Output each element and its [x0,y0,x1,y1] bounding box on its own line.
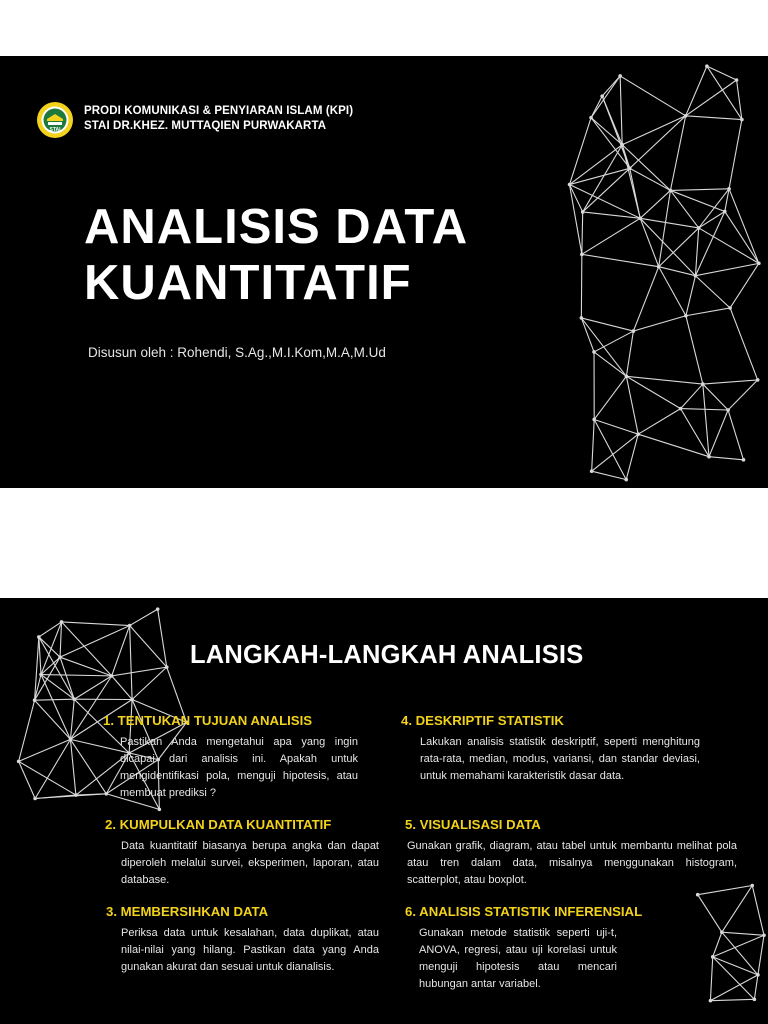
network-edge [581,318,633,331]
network-edge [698,895,722,932]
network-edge [640,190,670,218]
network-edge [728,410,743,460]
network-node [636,432,640,436]
network-edge [703,384,728,410]
network-edge [570,118,592,185]
network-node [39,673,43,677]
network-node [72,697,76,701]
network-edge [730,263,759,308]
title-line-2: KUANTITATIF [84,256,412,310]
network-node [701,382,705,386]
network-edge [35,739,70,798]
network-node [762,933,766,937]
slide-title [84,199,468,311]
network-edge [670,189,729,191]
network-edge [35,700,71,739]
network-edge [713,957,758,975]
network-node [165,665,169,669]
network-edge [112,676,132,700]
network-edge [70,739,75,795]
network-edge [730,308,758,380]
network-edge [622,116,685,145]
network-node [69,738,73,742]
network-node [592,418,596,422]
network-edge [710,957,712,1001]
network-edge [591,76,620,118]
network-node [130,698,134,702]
network-edge [626,331,633,376]
author-line: Disusun oleh : Rohendi, S.Ag.,M.I.Kom,M.A,M.Ud [88,345,386,360]
network-edge [640,218,695,275]
network-edge [681,384,703,409]
step-2-body: Data kuantitatif biasanya berupa angka dan dapat diperoleh melalui survei, eksperimen, laporan, atau database. [121,840,379,886]
network-node [753,998,757,1002]
network-node [618,74,622,78]
network-node [684,114,688,118]
network-node [705,64,709,68]
network-node [638,217,642,221]
network-edge [570,185,582,255]
step-1-body: Pastikan Anda mengetahui apa yang ingin dicapai dari analisis ini. Apakah untuk mengidentifikasi pola, menguji hipotesis, atau membuat prediksi ? [120,736,358,799]
polygon-network-decoration [560,56,768,488]
network-edge [570,185,641,219]
step-6 [405,904,695,993]
network-edge [709,457,743,460]
network-edge [722,932,758,975]
network-edge [626,376,638,434]
network-node [632,329,636,333]
network-edge [591,118,630,169]
network-edge [112,626,130,676]
network-node [694,274,698,278]
institution-line-2: STAI DR.KHEZ. MUTTAQIEN PURWAKARTA [84,120,327,132]
network-node [580,253,584,257]
network-edge [62,622,130,626]
step-2 [105,817,385,889]
network-edge [70,699,74,739]
network-edge [686,316,703,384]
network-node [697,226,701,230]
polygon-network-decoration [690,868,768,1024]
step-5-heading: 5. VISUALISASI DATA [405,817,541,832]
network-edge [62,622,112,676]
network-edge [60,622,61,657]
step-4 [401,713,711,785]
network-node [33,797,37,801]
network-edge [630,168,640,218]
network-edge [39,637,41,675]
network-edge [640,218,698,228]
network-edge [729,189,759,264]
steps-title: LANGKAH-LANGKAH ANALISIS [190,641,584,669]
steps-slide [0,598,768,1024]
network-edge [570,145,623,185]
network-edge [681,409,728,410]
network-edge [592,434,639,471]
network-edge [626,434,638,479]
title-slide [0,56,768,488]
network-edge [60,657,112,676]
network-edge [703,380,758,384]
network-edge [583,212,641,218]
network-node [158,808,162,812]
network-edge [592,419,595,471]
network-edge [633,267,658,331]
network-node [720,930,724,934]
network-node [17,760,21,764]
network-node [723,210,727,214]
step-2-heading: 2. KUMPULKAN DATA KUANTITATIF [105,817,332,832]
network-node [728,306,732,310]
network-node [581,210,585,214]
network-edge [19,739,71,761]
step-3 [106,904,386,976]
step-6-heading: 6. ANALISIS STATISTIK INFERENSIAL [405,904,643,919]
network-node [589,116,593,120]
network-node [625,375,629,379]
institution-name [84,104,353,134]
logo-text: STAI [49,127,61,133]
network-edge [60,626,130,658]
network-edge [699,228,759,263]
network-edge [638,409,680,435]
step-6-body: Gunakan metode statistik seperti uji-t, ANOVA, regresi, atau uji korelasi untuk menguji hipotesis atau mencari hubungan antar variabel. [419,927,617,990]
network-edge [19,700,35,761]
network-edge [686,308,730,316]
step-1 [103,713,363,802]
institution-logo [36,101,74,139]
network-node [657,265,661,269]
network-edge [592,471,627,479]
network-node [750,884,754,888]
network-node [709,999,713,1003]
network-edge [728,380,758,410]
network-node [600,94,604,98]
network-edge [130,609,158,625]
network-node [696,893,700,897]
network-edge [659,267,696,276]
network-edge [35,657,60,700]
network-edge [39,637,74,699]
network-edge [620,76,686,116]
network-node [128,624,132,628]
title-line-1: ANALISIS DATA [84,200,469,254]
network-node [684,314,688,318]
step-4-body: Lakukan analisis statistik deskriptif, seperti menghitung rata-rata, median, modus, variansi, dan standar deviasi, untuk memahami karakteristik dasar data. [420,736,700,782]
network-edge [703,384,709,457]
network-edge [583,145,623,212]
network-edge [582,218,640,254]
network-edge [41,622,62,675]
network-node [735,78,739,82]
network-node [669,189,673,193]
network-edge [74,676,111,699]
network-edge [76,794,106,795]
network-node [628,167,632,171]
network-edge [630,116,686,169]
institution-line-1: PRODI KOMUNIKASI & PENYIARAN ISLAM (KPI) [84,105,354,117]
network-edge [713,935,764,957]
network-edge [41,675,112,676]
network-edge [695,276,730,308]
network-node [742,458,746,462]
network-edge [695,263,758,275]
network-edge [582,212,583,254]
network-edge [729,120,742,189]
network-edge [659,267,686,316]
network-edge [633,316,685,331]
step-4-heading: 4. DESKRIPTIF STATISTIK [401,713,564,728]
network-node [568,183,572,187]
step-3-body: Periksa data untuk kesalahan, data duplikat, atau nilai-nilai yang hilang. Pastikan data yang Anda gunakan akurat dan sesuai untuk dianalisis. [121,927,379,973]
step-5 [405,817,735,889]
network-edge [752,885,764,935]
network-node [711,955,715,959]
network-node [727,187,731,191]
network-node [580,316,584,320]
network-edge [710,999,754,1000]
network-node [620,143,624,147]
network-edge [670,116,685,191]
network-node [756,973,760,977]
network-edge [722,885,752,932]
network-edge [640,218,658,266]
network-edge [709,410,728,457]
network-edge [582,254,659,266]
network-node [110,674,114,678]
network-edge [581,318,594,352]
network-node [757,262,761,266]
network-edge [722,932,764,935]
network-edge [686,116,742,120]
network-edge [686,276,696,316]
network-node [679,407,683,411]
network-edge [638,434,709,456]
network-edge [754,975,758,999]
network-node [726,408,730,412]
step-1-heading: 1. TENTUKAN TUJUAN ANALISIS [103,713,313,728]
network-node [707,455,711,459]
network-node [74,793,78,797]
network-node [60,620,64,624]
network-node [37,635,41,639]
network-edge [35,699,75,700]
network-node [756,378,760,382]
network-edge [725,211,759,263]
network-edge [620,76,622,145]
network-edge [581,254,582,318]
network-edge [659,228,699,267]
network-node [590,469,594,473]
network-edge [659,190,671,266]
network-edge [130,626,132,700]
network-edge [594,376,626,419]
network-edge [19,761,35,798]
step-3-heading: 3. MEMBERSIHKAN DATA [106,904,269,919]
network-node [624,478,628,482]
network-node [58,655,62,659]
network-node [33,698,37,702]
network-node [740,118,744,122]
network-edge [758,935,764,975]
network-node [592,350,596,354]
step-5-body: Gunakan grafik, diagram, atau tabel untuk membantu melihat pola atau tren dalam data, misalnya menggunakan histogram, scatterplot, atau boxplot. [407,840,737,886]
network-node [156,607,160,611]
network-edge [41,675,74,700]
network-edge [699,189,729,228]
network-edge [591,118,622,145]
